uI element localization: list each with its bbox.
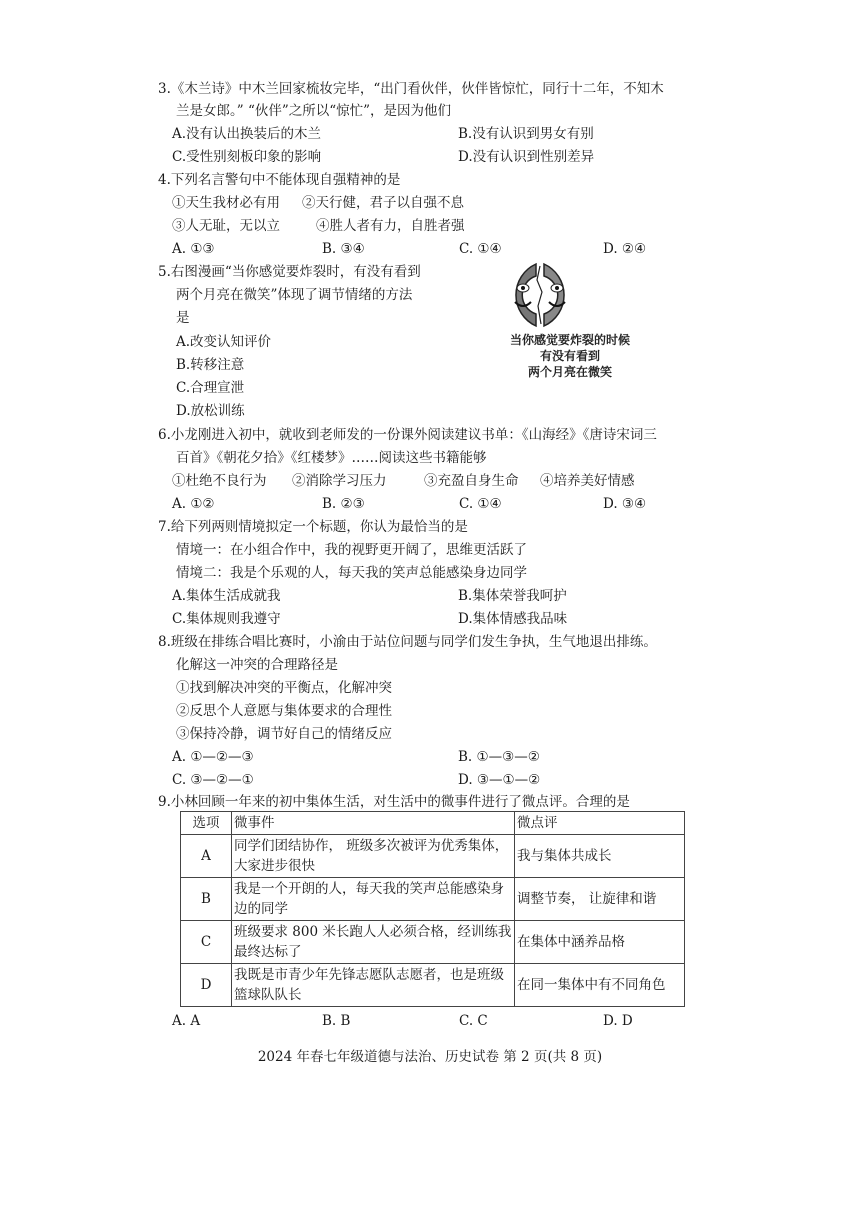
micro-event-table [180,811,685,1007]
q5-option-b: B.转移注意 [176,357,245,373]
q4-item-2: ②天行健，君子以自强不息 [302,195,464,211]
q6-item-2: ②消除学习压力 [292,473,387,489]
q4-item-3: ③人无耻，无以立 [172,218,280,234]
q7-option-b: B.集体荣誉我呵护 [458,588,567,604]
table-cell-comment: 调整节奏， 让旋律和谐 [515,878,685,921]
q9-stem: 9.小林回顾一年来的初中集体生活，对生活中的微事件进行了微点评。合理的是 [158,794,630,810]
q8-item-3: ③保持冷静，调节好自己的情绪反应 [176,726,392,742]
two-moons-cartoon [465,262,675,382]
q9-option-c: C. C [459,1013,488,1029]
table-cell-event: 我是一个开朗的人，每天我的笑声总能感染身边的同学 [232,878,515,921]
cartoon-caption-line2: 有没有看到 [539,349,600,363]
cartoon-caption-line3: 两个月亮在微笑 [527,365,612,379]
q5-stem-line3: 是 [176,310,190,326]
q8-item-2: ②反思个人意愿与集体要求的合理性 [176,703,392,719]
q4-item-4: ④胜人者有力，自胜者强 [316,218,465,234]
q9-option-a: A. A [172,1013,201,1029]
q8-stem-line2: 化解这一冲突的合理路径是 [176,657,338,673]
q8-item-1: ①找到解决冲突的平衡点，化解冲突 [176,680,392,696]
page-footer: 2024 年春七年级道德与法治、历史试卷 第 2 页(共 8 页) [257,1049,603,1065]
table-row [181,878,685,921]
q6-option-c: C. ①④ [459,496,502,512]
table-header-option: 选项 [181,812,232,835]
table-cell-option: B [181,878,232,921]
q9-option-b: B. B [322,1013,351,1029]
q8-option-a: A. ①—②—③ [172,749,254,765]
table-cell-event: 同学们团结协作， 班级多次被评为优秀集体， 大家进步很快 [232,835,515,878]
table-header-row [181,812,685,835]
q6-option-d: D. ③④ [603,496,647,512]
q3-option-c: C.受性别刻板印象的影响 [172,149,322,165]
q6-option-b: B. ②③ [322,496,365,512]
q8-option-c: C. ③—②—① [172,772,254,788]
q5-stem-line2: 两个月亮在微笑”体现了调节情绪的方法 [176,287,413,303]
q3-stem-line1: 3.《木兰诗》中木兰回家梳妆完毕，“出门看伙伴，伙伴皆惊忙，同行十二年，不知木 [158,81,664,97]
q5-stem-line1: 5.右图漫画“当你感觉要炸裂时，有没有看到 [158,264,421,280]
q4-option-a: A. ①③ [172,241,215,257]
q6-stem-line2: 百首》《朝花夕拾》《红楼梦》……阅读这些书籍能够 [176,450,487,466]
q4-item-1: ①天生我材必有用 [172,195,280,211]
table-cell-event: 我既是市青少年先锋志愿队志愿者，也是班级篮球队队长 [232,964,515,1007]
q4-option-c: C. ①④ [459,241,502,257]
q9-option-d: D. D [603,1013,633,1029]
table-cell-comment: 在集体中涵养品格 [515,921,685,964]
cartoon-caption-line1: 当你感觉要炸裂的时候 [509,333,630,347]
table-cell-option: D [181,964,232,1007]
table-cell-comment: 我与集体共成长 [515,835,685,878]
q8-option-b: B. ①—③—② [458,749,540,765]
q7-scene-1: 情境一：在小组合作中，我的视野更开阔了，思维更活跃了 [176,542,527,558]
table-header-comment: 微点评 [515,812,685,835]
q3-option-d: D.没有认识到性别差异 [458,149,595,165]
q3-stem-line2: 兰是女郎。” “伙伴”之所以“惊忙”，是因为他们 [176,103,452,119]
table-row [181,835,685,878]
table-cell-option: C [181,921,232,964]
q4-stem: 4.下列名言警句中不能体现自强精神的是 [158,172,401,188]
q5-option-c: C.合理宣泄 [176,380,245,396]
q8-option-d: D. ③—①—② [458,772,541,788]
q6-item-1: ①杜绝不良行为 [172,473,267,489]
q3-option-a: A.没有认出换装后的木兰 [172,126,322,142]
table-row [181,921,685,964]
q7-option-a: A.集体生活成就我 [172,588,281,604]
q5-option-a: A.改变认知评价 [176,334,272,350]
q6-stem-line1: 6.小龙刚进入初中，就收到老师发的一份课外阅读建议书单：《山海经》《唐诗宋词三 [158,427,657,443]
q6-item-3: ③充盈自身生命 [424,473,519,489]
q6-option-a: A. ①② [172,496,215,512]
table-cell-option: A [181,835,232,878]
q7-option-d: D.集体情感我品味 [458,611,568,627]
q7-scene-2: 情境二：我是个乐观的人，每天我的笑声总能感染身边同学 [176,565,527,581]
table-cell-comment: 在同一集体中有不同角色 [515,964,685,1007]
q5-option-d: D.放松训练 [176,403,245,419]
q6-item-4: ④培养美好情感 [540,473,635,489]
q8-stem-line1: 8.班级在排练合唱比赛时，小渝由于站位问题与同学们发生争执，生气地退出排练。 [158,634,657,650]
q4-option-b: B. ③④ [322,241,365,257]
table-header-event: 微事件 [232,812,515,835]
q4-option-d: D. ②④ [603,241,647,257]
q3-option-b: B.没有认识到男女有别 [458,126,594,142]
table-row [181,964,685,1007]
table-cell-event: 班级要求 800 米长跑人人必须合格，经训练我最终达标了 [232,921,515,964]
q7-option-c: C.集体规则我遵守 [172,611,281,627]
q7-stem: 7.给下列两则情境拟定一个标题，你认为最恰当的是 [158,519,468,535]
